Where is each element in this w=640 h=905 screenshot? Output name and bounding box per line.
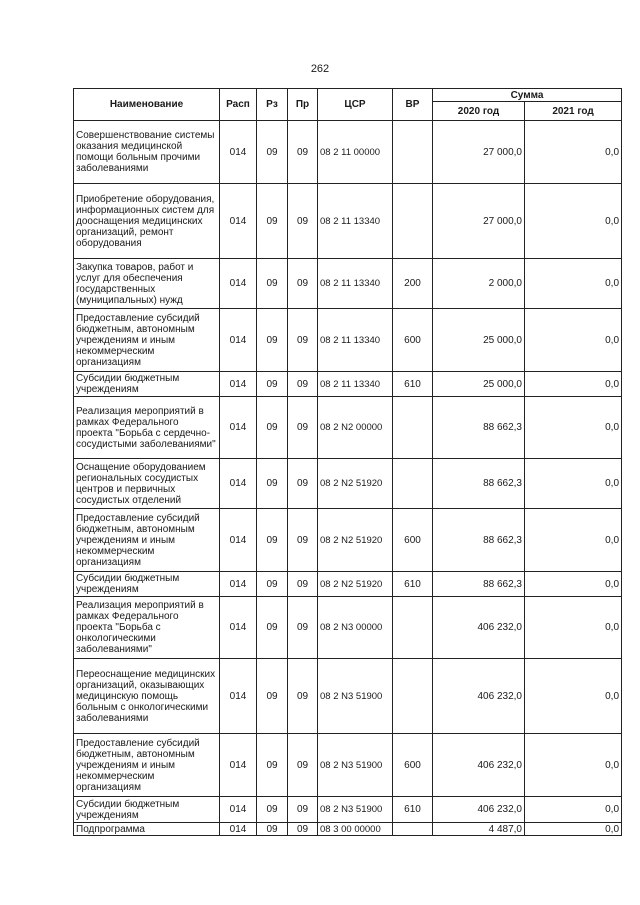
row-rasp: 014 — [220, 572, 257, 597]
row-rasp: 014 — [220, 734, 257, 797]
row-name: Реализация мероприятий в рамках Федерального проекта "Борьба с сердечно-сосудистыми заболеваниями" — [74, 397, 220, 459]
row-vr — [393, 597, 433, 659]
table-row — [74, 797, 622, 823]
row-vr: 610 — [393, 797, 433, 823]
row-name: Субсидии бюджетным учреждениям — [74, 372, 220, 397]
row-sum-2021: 0,0 — [525, 397, 622, 459]
row-sum-2021: 0,0 — [525, 734, 622, 797]
row-csr: 08 2 N2 51920 — [318, 459, 393, 509]
row-sum-2020: 88 662,3 — [433, 572, 525, 597]
row-sum-2020: 2 000,0 — [433, 259, 525, 309]
row-csr: 08 2 N2 00000 — [318, 397, 393, 459]
row-rasp: 014 — [220, 597, 257, 659]
row-csr: 08 2 11 13340 — [318, 372, 393, 397]
row-csr: 08 2 N3 51900 — [318, 797, 393, 823]
row-sum-2020: 27 000,0 — [433, 121, 525, 184]
row-csr: 08 2 N3 51900 — [318, 659, 393, 734]
row-csr: 08 2 11 13340 — [318, 184, 393, 259]
row-name: Предоставление субсидий бюджетным, автономным учреждениям и иным некоммерческим организациям — [74, 309, 220, 372]
row-rasp: 014 — [220, 459, 257, 509]
table-row — [74, 309, 622, 372]
row-rasp: 014 — [220, 823, 257, 836]
row-rz: 09 — [257, 597, 288, 659]
row-rz: 09 — [257, 797, 288, 823]
row-rasp: 014 — [220, 397, 257, 459]
row-sum-2020: 88 662,3 — [433, 509, 525, 572]
table-row — [74, 259, 622, 309]
table-row — [74, 509, 622, 572]
row-vr: 600 — [393, 734, 433, 797]
row-name: Подпрограмма — [74, 823, 220, 836]
row-name: Переоснащение медицинских организаций, оказывающих медицинскую помощь больным с онкологическими заболеваниями — [74, 659, 220, 734]
row-vr: 200 — [393, 259, 433, 309]
row-rasp: 014 — [220, 121, 257, 184]
row-sum-2021: 0,0 — [525, 459, 622, 509]
table-row — [74, 597, 622, 659]
row-rz: 09 — [257, 121, 288, 184]
row-pr: 09 — [288, 309, 318, 372]
table-row — [74, 572, 622, 597]
row-sum-2021: 0,0 — [525, 823, 622, 836]
row-vr — [393, 397, 433, 459]
row-vr — [393, 459, 433, 509]
header-rz: Рз — [257, 89, 288, 121]
row-rz: 09 — [257, 734, 288, 797]
row-rz: 09 — [257, 309, 288, 372]
row-vr: 600 — [393, 509, 433, 572]
table-row — [74, 659, 622, 734]
row-rasp: 014 — [220, 372, 257, 397]
row-rasp: 014 — [220, 309, 257, 372]
row-sum-2020: 406 232,0 — [433, 797, 525, 823]
row-rz: 09 — [257, 509, 288, 572]
row-csr: 08 2 N2 51920 — [318, 509, 393, 572]
header-sum: Сумма — [433, 89, 622, 102]
row-rz: 09 — [257, 572, 288, 597]
row-sum-2020: 25 000,0 — [433, 372, 525, 397]
header-year-2020: 2020 год — [433, 102, 525, 121]
row-name: Субсидии бюджетным учреждениям — [74, 572, 220, 597]
row-pr: 09 — [288, 397, 318, 459]
row-pr: 09 — [288, 823, 318, 836]
row-name: Оснащение оборудованием региональных сосудистых центров и первичных сосудистых отделений — [74, 459, 220, 509]
row-sum-2020: 406 232,0 — [433, 659, 525, 734]
row-pr: 09 — [288, 734, 318, 797]
row-pr: 09 — [288, 572, 318, 597]
row-sum-2020: 88 662,3 — [433, 459, 525, 509]
row-rz: 09 — [257, 397, 288, 459]
row-sum-2021: 0,0 — [525, 659, 622, 734]
row-sum-2020: 27 000,0 — [433, 184, 525, 259]
row-sum-2021: 0,0 — [525, 184, 622, 259]
row-name: Реализация мероприятий в рамках Федерального проекта "Борьба с онкологическими заболеваниями" — [74, 597, 220, 659]
header-rasp: Расп — [220, 89, 257, 121]
header-csr: ЦСР — [318, 89, 393, 121]
table-row — [74, 823, 622, 836]
row-sum-2021: 0,0 — [525, 572, 622, 597]
row-sum-2021: 0,0 — [525, 372, 622, 397]
table-row — [74, 121, 622, 184]
row-sum-2020: 406 232,0 — [433, 734, 525, 797]
row-vr — [393, 659, 433, 734]
table-row — [74, 184, 622, 259]
row-csr: 08 3 00 00000 — [318, 823, 393, 836]
row-name: Предоставление субсидий бюджетным, автономным учреждениям и иным некоммерческим организациям — [74, 734, 220, 797]
row-sum-2020: 4 487,0 — [433, 823, 525, 836]
row-sum-2021: 0,0 — [525, 509, 622, 572]
row-rz: 09 — [257, 259, 288, 309]
row-sum-2021: 0,0 — [525, 259, 622, 309]
row-pr: 09 — [288, 597, 318, 659]
row-sum-2021: 0,0 — [525, 309, 622, 372]
row-csr: 08 2 11 00000 — [318, 121, 393, 184]
row-pr: 09 — [288, 459, 318, 509]
row-rasp: 014 — [220, 659, 257, 734]
row-rasp: 014 — [220, 509, 257, 572]
row-pr: 09 — [288, 259, 318, 309]
row-csr: 08 2 11 13340 — [318, 259, 393, 309]
row-rz: 09 — [257, 823, 288, 836]
row-name: Совершенствование системы оказания медицинской помощи больным прочими заболеваниями — [74, 121, 220, 184]
row-vr — [393, 823, 433, 836]
row-rz: 09 — [257, 372, 288, 397]
row-csr: 08 2 11 13340 — [318, 309, 393, 372]
row-rz: 09 — [257, 459, 288, 509]
row-rasp: 014 — [220, 797, 257, 823]
row-sum-2021: 0,0 — [525, 797, 622, 823]
row-pr: 09 — [288, 797, 318, 823]
header-pr: Пр — [288, 89, 318, 121]
header-year-2021: 2021 год — [525, 102, 622, 121]
row-vr: 600 — [393, 309, 433, 372]
row-name: Субсидии бюджетным учреждениям — [74, 797, 220, 823]
row-name: Закупка товаров, работ и услуг для обеспечения государственных (муниципальных) нужд — [74, 259, 220, 309]
table-row — [74, 372, 622, 397]
page-number: 262 — [310, 63, 330, 75]
row-csr: 08 2 N3 00000 — [318, 597, 393, 659]
row-rasp: 014 — [220, 184, 257, 259]
row-rasp: 014 — [220, 259, 257, 309]
table-row — [74, 459, 622, 509]
row-name: Предоставление субсидий бюджетным, автономным учреждениям и иным некоммерческим организациям — [74, 509, 220, 572]
row-pr: 09 — [288, 659, 318, 734]
row-pr: 09 — [288, 121, 318, 184]
row-sum-2020: 25 000,0 — [433, 309, 525, 372]
row-csr: 08 2 N2 51920 — [318, 572, 393, 597]
row-sum-2020: 406 232,0 — [433, 597, 525, 659]
row-vr — [393, 184, 433, 259]
header-vr: ВР — [393, 89, 433, 121]
row-pr: 09 — [288, 372, 318, 397]
row-pr: 09 — [288, 509, 318, 572]
row-pr: 09 — [288, 184, 318, 259]
row-csr: 08 2 N3 51900 — [318, 734, 393, 797]
row-sum-2021: 0,0 — [525, 597, 622, 659]
header-name: Наименование — [74, 89, 220, 121]
budget-table — [73, 88, 622, 836]
row-sum-2020: 88 662,3 — [433, 397, 525, 459]
row-sum-2021: 0,0 — [525, 121, 622, 184]
row-vr: 610 — [393, 372, 433, 397]
row-vr: 610 — [393, 572, 433, 597]
row-rz: 09 — [257, 659, 288, 734]
row-rz: 09 — [257, 184, 288, 259]
row-vr — [393, 121, 433, 184]
table-row — [74, 397, 622, 459]
table-row — [74, 734, 622, 797]
row-name: Приобретение оборудования, информационных систем для дооснащения медицинских организаций, ремонт оборудования — [74, 184, 220, 259]
